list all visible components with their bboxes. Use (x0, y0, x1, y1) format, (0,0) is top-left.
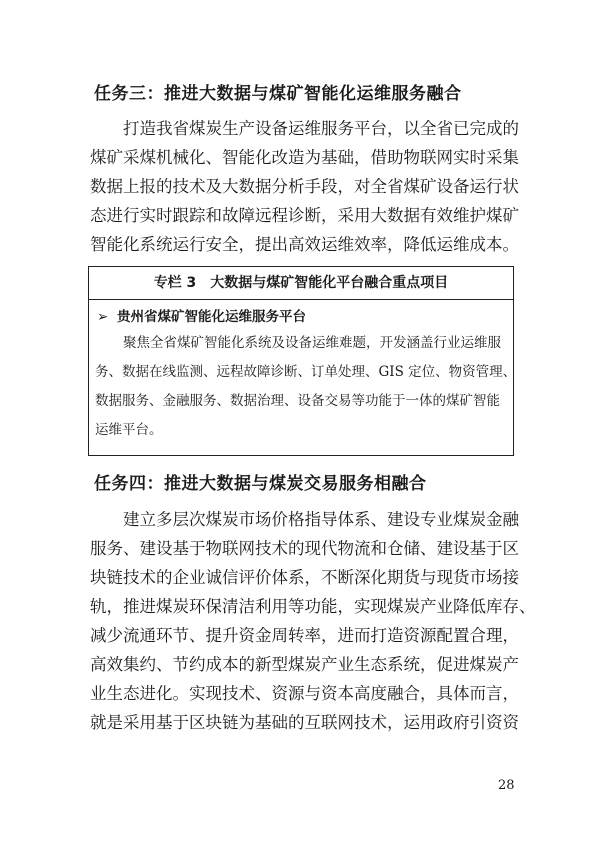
paragraph-line: 服务、建设基于物联网技术的现代物流和仓储、建设基于区 (90, 539, 519, 558)
paragraph-line: 就是采用基于区块链为基础的互联网技术，运用政府引资资 (90, 713, 519, 732)
box-line: 运维平台。 (95, 422, 163, 438)
box-line: 聚焦全省煤矿智能化系统及设备运维难题，开发涵盖行业运维服 (123, 335, 501, 351)
box-line: 数据服务、金融服务、数据治理、设备交易等功能于一体的煤矿智能 (95, 393, 500, 409)
paragraph-line: 打造我省煤炭生产设备运维服务平台，以全省已完成的 (123, 119, 519, 138)
paragraph-line: 态进行实时跟踪和故障远程诊断，采用大数据有效维护煤矿 (90, 206, 519, 225)
feature-box-title: 专栏 3 大数据与煤矿智能化平台融合重点项目 (89, 267, 513, 300)
arrow-bullet-icon: ➢ (97, 309, 109, 325)
feature-box (88, 266, 517, 456)
paragraph-line: 减少流通环节、提升资金周转率，进而打造资源配置合理， (90, 626, 519, 645)
paragraph-line: 业生态进化。实现技术、资源与资本高度融合，具体而言， (90, 684, 519, 703)
box-line: 务、数据在线监测、远程故障诊断、订单处理、GIS 定位、物资管理、 (95, 364, 517, 380)
page-number: 28 (498, 778, 515, 793)
paragraph-line: 建立多层次煤炭市场价格指导体系、建设专业煤炭金融 (123, 510, 519, 529)
task3-paragraph (90, 114, 519, 259)
task4-paragraph (90, 505, 536, 737)
paragraph-line: 数据上报的技术及大数据分析手段，对全省煤矿设备运行状 (90, 177, 519, 196)
task4-heading: 任务四：推进大数据与煤炭交易服务相融合 (94, 474, 427, 494)
paragraph-line: 高效集约、节约成本的新型煤炭产业生态系统，促进煤炭产 (90, 655, 519, 674)
paragraph-line: 轨，推进煤炭环保清洁利用等功能，实现煤炭产业降低库存、 (90, 597, 536, 616)
task3-heading: 任务三：推进大数据与煤矿智能化运维服务融合 (94, 84, 462, 104)
paragraph-line: 块链技术的企业诚信评价体系，不断深化期货与现货市场接 (90, 568, 519, 587)
feature-box-subtitle-text: 贵州省煤矿智能化运维服务平台 (117, 309, 306, 325)
feature-box-subtitle (97, 305, 306, 325)
paragraph-line: 煤矿采煤机械化、智能化改造为基础，借助物联网实时采集 (90, 148, 519, 167)
feature-box-body (95, 329, 517, 445)
paragraph-line: 智能化系统运行安全，提出高效运维效率，降低运维成本。 (90, 235, 519, 254)
